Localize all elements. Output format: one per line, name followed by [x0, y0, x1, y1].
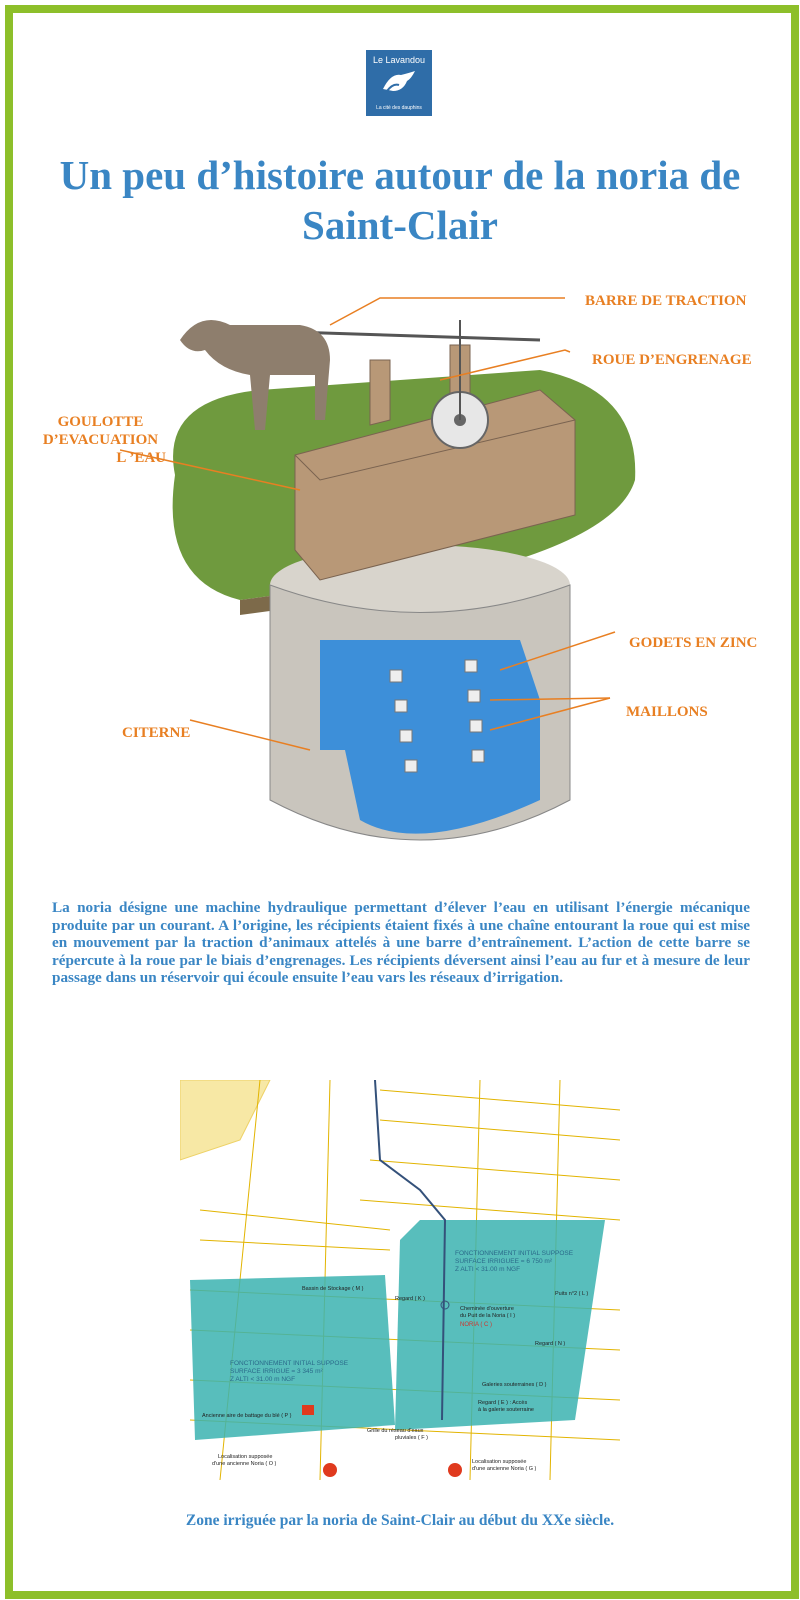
noria-illustration [120, 280, 680, 880]
label-barre-traction: BARRE DE TRACTION [585, 293, 747, 309]
label-goulotte-line2: D’EVACUATION [42, 432, 159, 448]
map-caption: Zone irriguée par la noria de Saint-Clair au début du XXe siècle. [185, 1512, 615, 1529]
label-grille-1: Grille du réseau d'eaux [367, 1428, 424, 1434]
description-paragraph: La noria désigne une machine hydraulique permettant d’élever l’eau en utilisant l’énergie mécanique produite par un courant. A l’origine, les récipients étaient fixés à une chaîne entourant la roue qui est mise en mouvement par la traction d’animaux attelés à une barre d’entraînement. L’action de cette barre se répercute à la roue par le biais d’engrenages. Les récipients déversent ainsi l’eau au fur et à mesure de leur passage dans un réservoir qui écoule ensuite l’eau vars les réseaux d’irrigation. [52, 899, 750, 986]
label-regard-e-1: Regard ( E ) : Accès [478, 1400, 528, 1406]
label-loc-o-2: d'une ancienne Noria ( O ) [212, 1461, 277, 1467]
label-grille-2: pluviales ( F ) [395, 1435, 429, 1441]
label-maillons: MAILLONS [626, 704, 708, 720]
page-title: Un peu d’histoire autour de la noria de Saint-Clair [59, 152, 741, 248]
zone-left-line3: Z ALTI < 31.00 m NGF [230, 1376, 296, 1383]
label-citerne: CITERNE [122, 725, 191, 741]
town-logo [366, 50, 432, 116]
logo-title: Le Lavandou [372, 55, 426, 65]
zone-right-line1: FONCTIONNEMENT INITIAL SUPPOSE [455, 1250, 574, 1257]
label-regard-k: Regard ( K ) [395, 1296, 425, 1302]
dolphin-logo-icon [379, 69, 419, 95]
label-loc-o-1: Localisation supposée [218, 1454, 273, 1460]
label-loc-g-2: d'une ancienne Noria ( G ) [472, 1466, 537, 1472]
label-loc-g-1: Localisation supposée [472, 1459, 527, 1465]
label-regard-n: Regard ( N ) [535, 1341, 566, 1347]
label-puits: Puits n°2 ( L ) [555, 1291, 589, 1297]
label-cheminee-2: du Puit de la Noria ( I ) [460, 1313, 516, 1319]
logo-subtitle: La cité des dauphins [376, 105, 422, 111]
label-galeries: Galeries souterraines ( D ) [482, 1382, 547, 1388]
zone-left-line2: SURFACE IRRIGUE = 3 345 m² [230, 1368, 323, 1375]
label-cheminee-1: Cheminée d'ouverture [460, 1306, 514, 1312]
zone-right-line3: Z ALTI < 31.00 m NGF [455, 1266, 521, 1273]
label-aire: Ancienne aire de battage du blé ( P ) [202, 1413, 292, 1419]
zone-left-line1: FONCTIONNEMENT INITIAL SUPPOSE [230, 1360, 349, 1367]
noria-g-marker-icon [448, 1463, 462, 1477]
noria-o-marker-icon [323, 1463, 337, 1477]
label-goulotte-line1: GOULOTTE [57, 414, 144, 430]
label-goulotte-line3: L ’EAU [116, 450, 166, 466]
label-noria: NORIA ( C ) [460, 1322, 493, 1328]
label-roue-engrenage: ROUE D’ENGRENAGE [592, 352, 752, 368]
label-goulotte [33, 413, 168, 467]
threshing-area-marker [302, 1405, 314, 1415]
zone-right-line2: SURFACE IRRIGUEE = 6 750 m² [455, 1258, 552, 1265]
irrigation-map [180, 1080, 620, 1490]
label-godets-zinc: GODETS EN ZINC [629, 635, 758, 651]
label-regard-e-2: à la galerie souterraine [478, 1407, 534, 1413]
label-bassin: Bassin de Stockage ( M ) [302, 1286, 364, 1292]
